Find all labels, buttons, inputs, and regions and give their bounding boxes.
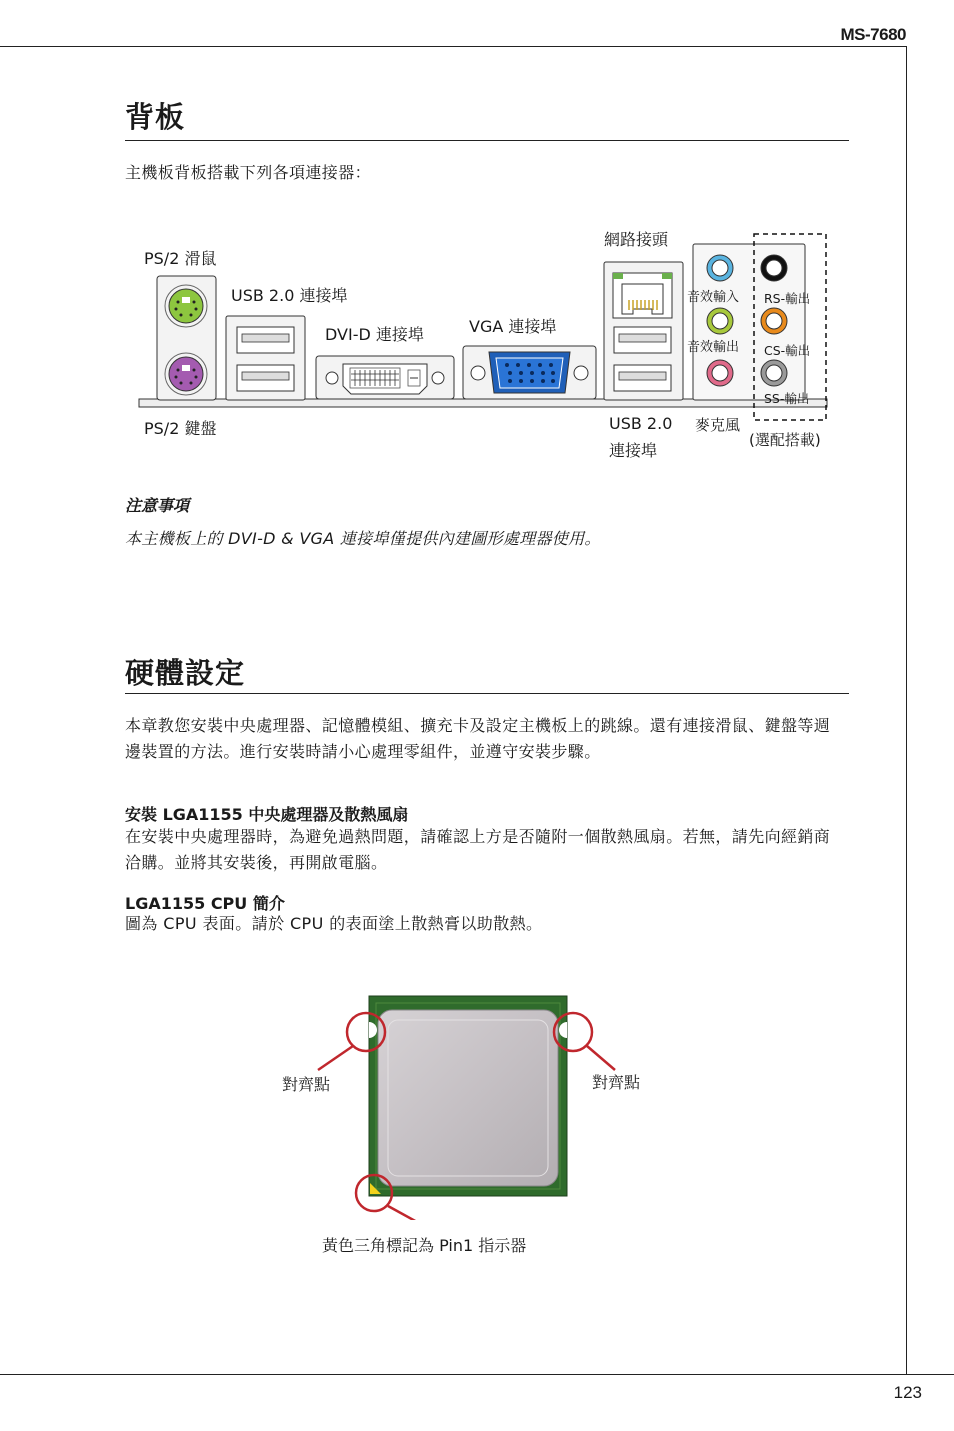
label-line-out: 音效輸出	[687, 340, 740, 355]
label-rs-out: RS-輸出	[764, 291, 811, 306]
model-number: MS-7680	[840, 25, 906, 44]
label-usb-bottom-2: 連接埠	[609, 441, 658, 460]
vga-port-icon	[463, 346, 596, 399]
section-title-back-panel: 背板	[125, 100, 186, 134]
label-align-left: 對齊點	[282, 1075, 331, 1094]
label-optional: (選配搭載)	[749, 431, 821, 449]
label-usb-port: USB 2.0 連接埠	[231, 286, 348, 305]
ps2-mouse-port-icon	[165, 285, 207, 327]
label-align-right: 對齊點	[592, 1073, 641, 1092]
usb-stack-left	[226, 316, 305, 400]
cpu-install-body: 在安裝中央處理器時，為避免過熱問題，請確認上方是否隨附一個散熱風扇。若無，請先向經銷商洽購。並將其安裝後，再開啟電腦。	[125, 827, 831, 872]
ps2-block	[157, 276, 216, 400]
cpu-intro-body: 圖為 CPU 表面。請於 CPU 的表面塗上散熱膏以助散熱。	[125, 914, 543, 933]
footer-rule	[0, 1374, 954, 1375]
line-out-jack-icon	[707, 308, 733, 334]
lan-usb-stack	[604, 262, 683, 400]
section-rule-2	[125, 693, 849, 694]
cpu-install-title: 安裝 LGA1155 中央處理器及散熱風扇	[125, 805, 409, 824]
page-number: 123	[893, 1383, 922, 1402]
cpu-intro-title: LGA1155 CPU 簡介	[125, 894, 285, 913]
note-body: 本主機板上的 DVI-D & VGA 連接埠僅提供內建圖形處理器使用。	[125, 529, 601, 548]
cs-out-jack-icon	[761, 308, 787, 334]
label-dvi-port: DVI-D 連接埠	[325, 325, 424, 344]
back-panel-intro: 主機板背板搭載下列各項連接器：	[125, 163, 372, 182]
note-title: 注意事項	[125, 496, 190, 515]
dvi-port-icon	[316, 356, 454, 399]
label-ps2-keyboard: PS/2 鍵盤	[144, 419, 217, 438]
cpu-heat-spreader	[378, 1010, 558, 1186]
section-title-hardware: 硬體設定	[125, 656, 246, 690]
audio-block	[693, 244, 805, 400]
line-in-jack-icon	[707, 255, 733, 281]
pin1-caption: 黃色三角標記為 Pin1 指示器	[322, 1236, 527, 1255]
cpu-diagram	[0, 960, 954, 1220]
label-ss-out: SS-輸出	[764, 391, 810, 406]
label-cs-out: CS-輸出	[764, 343, 811, 358]
label-usb-bottom-1: USB 2.0	[609, 414, 673, 433]
hardware-intro: 本章教您安裝中央處理器、記憶體模組、擴充卡及設定主機板上的跳線。還有連接滑鼠、鍵盤等週邊裝置的方法。進行安裝時請小心處理零組件，並遵守安裝步驟。	[125, 716, 831, 761]
ps2-keyboard-port-icon	[165, 353, 207, 395]
label-mic: 麥克風	[695, 416, 741, 434]
back-panel-diagram	[0, 0, 954, 480]
lan-jack-icon	[613, 273, 672, 318]
label-vga-port: VGA 連接埠	[469, 317, 557, 336]
mic-jack-icon	[707, 360, 733, 386]
rs-out-jack-icon	[761, 255, 787, 281]
label-lan-jack: 網路接頭	[604, 230, 669, 249]
ss-out-jack-icon	[761, 360, 787, 386]
label-ps2-mouse: PS/2 滑鼠	[144, 249, 217, 268]
label-line-in: 音效輸入	[687, 290, 740, 305]
